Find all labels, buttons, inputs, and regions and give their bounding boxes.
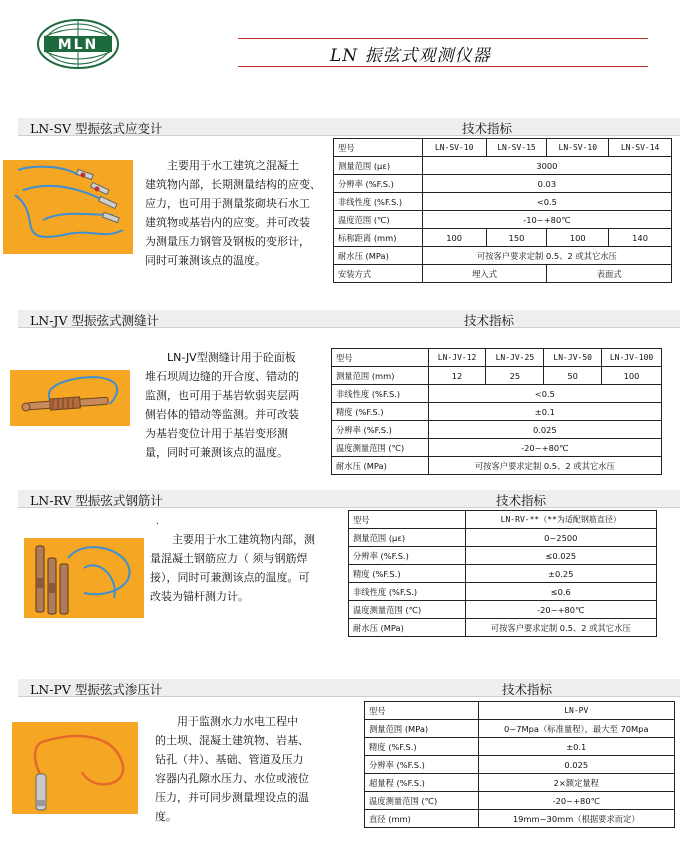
spec-table-pv — [364, 701, 675, 828]
table-row: 分辨率 (%F.S.) 0.03 — [334, 175, 672, 193]
table-row: 非线性度 (%F.S.) <0.5 — [334, 193, 672, 211]
table-row: 非线性度 (%F.S.) <0.5 — [332, 385, 662, 403]
spec-heading-jv: 技术指标 — [464, 313, 515, 328]
table-row: 测量范围 (με) 3000 — [334, 157, 672, 175]
table-row: 型号 LN-PV — [365, 702, 675, 720]
table-row: 型号 LN-SV-10 LN-SV-15 LN-SV-10 LN-SV-14 — [334, 139, 672, 157]
section-title-pv: LN-PV 型振弦式渗压计 — [30, 682, 163, 697]
table-row: 直径 (mm) 19mm~30mm（根据要求而定） — [365, 810, 675, 828]
joint-meter-photo — [10, 370, 130, 426]
piezometer-photo — [12, 722, 138, 814]
section-title-sv: LN-SV 型振弦式应变计 — [30, 121, 163, 136]
table-row: 非线性度 (%F.S.) ≤0.6 — [349, 583, 657, 601]
table-row: 超量程 (%F.S.) 2×额定量程 — [365, 774, 675, 792]
table-row: 温度范围 (℃) -10~+80℃ — [334, 211, 672, 229]
svg-text:MLN: MLN — [57, 37, 99, 53]
description-sv: 主要用于水工建筑之混凝土 建筑物内部，长期测量结构的应变、 应力，也可用于测量浆砌块石水工 建筑物或基岩内的应变。并可改装 为测量压力钢管及钢板的变形计， 同时可兼测该点的温度。 — [145, 159, 321, 267]
spec-heading-sv: 技术指标 — [462, 121, 513, 136]
section-bar-pv — [18, 679, 680, 697]
section-bar-jv — [18, 310, 680, 328]
table-row: 分辨率 (%F.S.) ≤0.025 — [349, 547, 657, 565]
description-jv: LN-JV型测缝计用于砼面板 堆石坝周边缝的开合度、错动的 监测，也可用于基岩软弱夹层两 侧岩体的错动等监测。并可改装 为基岩变位计用于基岩变形测 量，同时可兼测该点的温度。 — [145, 351, 299, 459]
table-row: 耐水压 (MPa) 可按客户要求定制 0.5、2 或其它水压 — [332, 457, 662, 475]
page-title: LN 振弦式观测仪器 — [330, 46, 491, 66]
table-row: 分辨率 (%F.S.) 0.025 — [332, 421, 662, 439]
section-title-rv: LN-RV 型振弦式钢筋计 — [30, 493, 163, 508]
table-row: 精度 (%F.S.) ±0.1 — [365, 738, 675, 756]
stray-dot: . — [156, 517, 159, 527]
spec-heading-pv: 技术指标 — [502, 682, 553, 697]
section-bar-rv — [18, 490, 680, 508]
spec-table-rv — [348, 510, 657, 637]
section-title-jv: LN-JV 型振弦式测缝计 — [30, 313, 159, 328]
table-row: 标称距离 (mm) 100 150 100 140 — [334, 229, 672, 247]
table-row: 耐水压 (MPa) 可按客户要求定制 0.5、2 或其它水压 — [349, 619, 657, 637]
table-row: 测量范围 (mm) 12 25 50 100 — [332, 367, 662, 385]
table-row: 精度 (%F.S.) ±0.25 — [349, 565, 657, 583]
spec-heading-rv: 技术指标 — [496, 493, 547, 508]
table-row: 测量范围 (με) 0~2500 — [349, 529, 657, 547]
table-row: 温度测量范围 (℃) -20~+80℃ — [332, 439, 662, 457]
mln-logo — [36, 18, 120, 70]
table-row: 测量范围 (MPa) 0~7Mpa（标准量程），最大至 70Mpa — [365, 720, 675, 738]
strain-gauge-photo — [3, 160, 133, 254]
table-row: 型号 LN-RV-**（**为适配钢筋直径） — [349, 511, 657, 529]
table-row: 安装方式 埋入式 表面式 — [334, 265, 672, 283]
table-row: 型号 LN-JV-12 LN-JV-25 LN-JV-50 LN-JV-100 — [332, 349, 662, 367]
description-pv: 用于监测水力水电工程中 的土坝、混凝土建筑物、岩基、 钻孔（井）、基础、管道及压力 容器内孔隙水压力、水位或液位 压力，并可同步测量埋设点的温 度。 — [155, 715, 309, 823]
spec-table-sv — [333, 138, 672, 283]
table-row: 温度测量范围 (℃) -20~+80℃ — [349, 601, 657, 619]
header-rule-bottom — [238, 66, 648, 67]
rebar-meter-photo — [24, 538, 144, 618]
section-bar-sv — [18, 118, 680, 136]
description-rv: 主要用于水工建筑物内部，测 量混凝土钢筋应力（ 须与钢筋焊 接），同时可兼测该点的温度。可 改装为锚杆测力计。 — [150, 533, 315, 603]
table-row: 温度测量范围 (℃) -20~+80℃ — [365, 792, 675, 810]
table-row: 耐水压 (MPa) 可按客户要求定制 0.5、2 或其它水压 — [334, 247, 672, 265]
table-row: 精度 (%F.S.) ±0.1 — [332, 403, 662, 421]
header-rule-top — [238, 38, 648, 39]
table-row: 分辨率 (%F.S.) 0.025 — [365, 756, 675, 774]
spec-table-jv — [331, 348, 662, 475]
